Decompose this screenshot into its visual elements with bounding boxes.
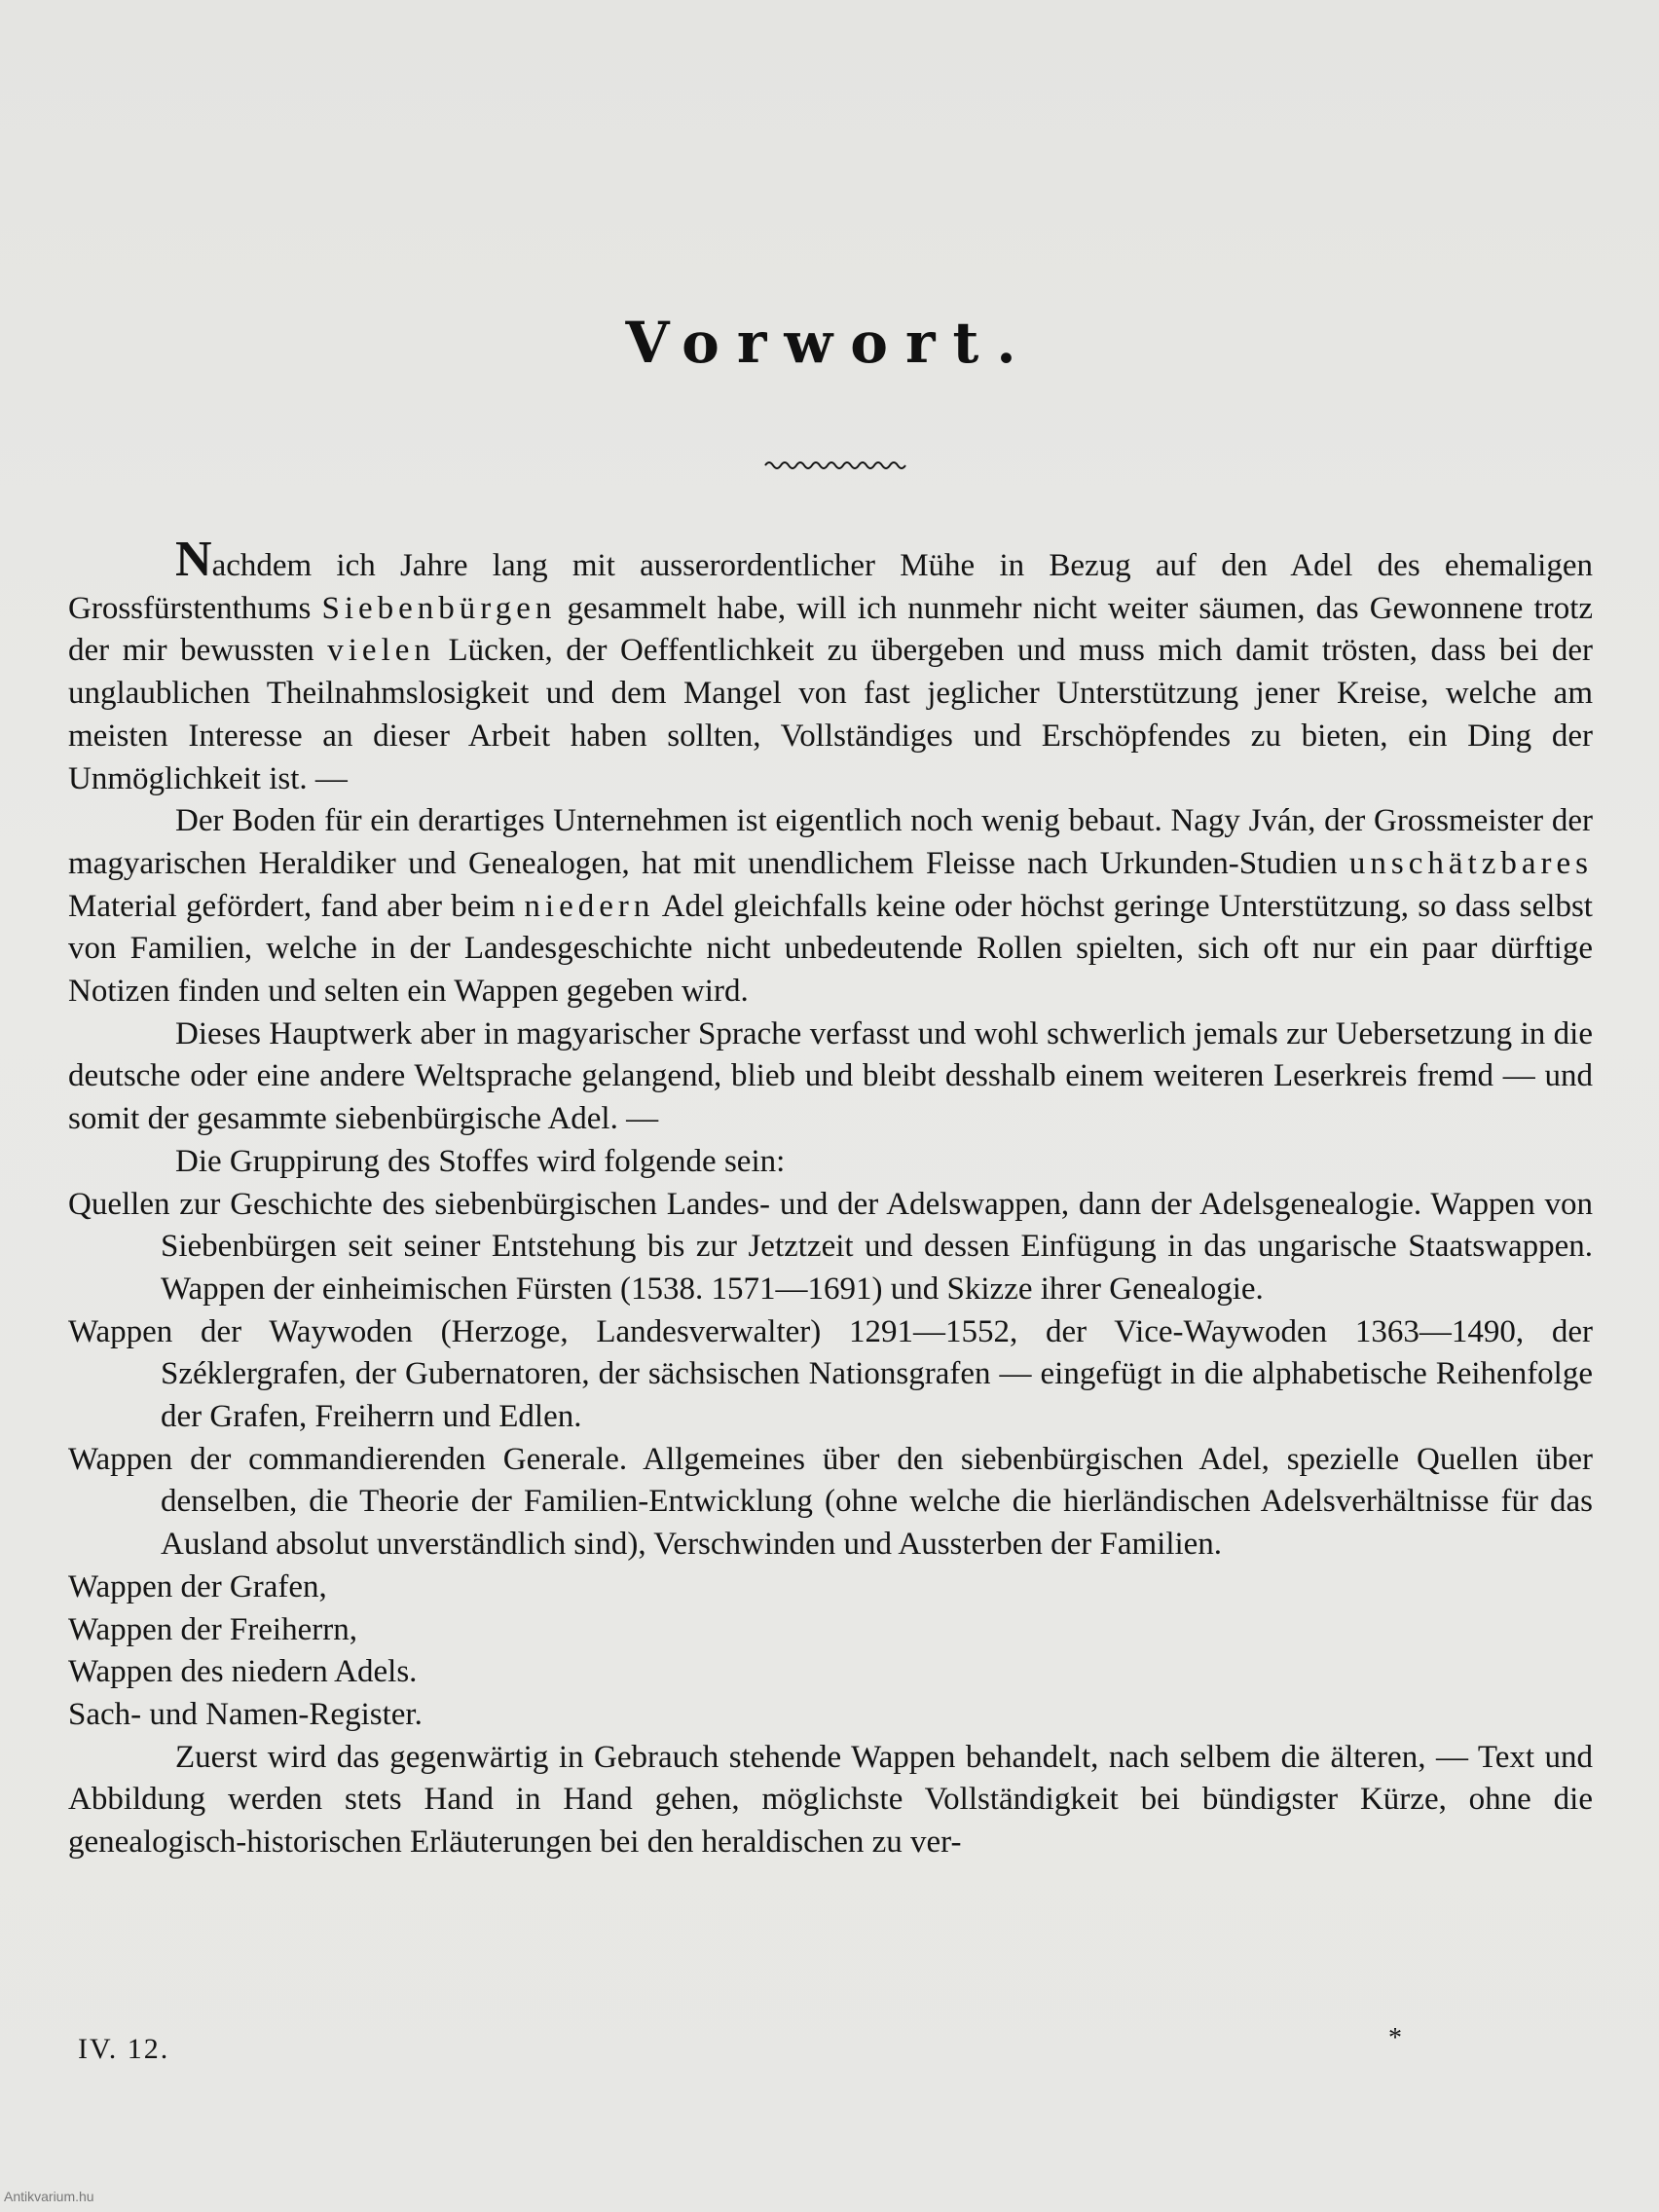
list-item: Wappen der Freiherrn, bbox=[68, 1611, 357, 1647]
wavy-line-ornament-icon bbox=[763, 456, 909, 473]
body-text bbox=[68, 532, 1594, 1864]
spaced-word: unschätzbares bbox=[1348, 845, 1593, 881]
page-title: Vorwort. bbox=[625, 310, 1034, 376]
signature-mark: IV. 12. bbox=[78, 2033, 170, 2065]
watermark: Antikvarium.hu bbox=[4, 2189, 94, 2204]
paragraph-1: Nachdem ich Jahre lang mit ausserordentlicher Mühe in Bezug auf den Adel des ehemaligen Grossfürstenthums Siebenbürgen gesammelt habe, will ich nunmehr nicht weiter säumen, das Gewonnene trotz der mir bewussten vielen Lücken, der Oeffentlichkeit zu übergeben und muss mich damit trösten, dass bei der unglaublichen Theilnahmslosigkeit und dem Mangel von fast jeglicher Unterstützung jener Kreise, welche am meisten Interesse an dieser Arbeit haben sollten, Vollständiges und Erschöpfendes zu bieten, ein Ding der Unmöglichkeit ist. — bbox=[68, 532, 1594, 796]
list-item: Wappen der Waywoden (Herzoge, Landesverwalter) 1291—1552, der Vice-Waywoden 1363—1490, der Széklergrafen, der Gubernatoren, der sächsischen Nationsgrafen — eingefügt in die alphabetische Reihenfolge der Grafen, Freiherrn und Edlen. bbox=[68, 1313, 1593, 1435]
list-item: Sach- und Namen-Register. bbox=[68, 1696, 423, 1732]
list-item: Quellen zur Geschichte des siebenbürgischen Landes- und der Adelswappen, dann der Adelsgenealogie. Wappen von Siebenbürgen seit seiner Entstehung bis zur Jetztzeit und dessen Einfügung in das ungarische Staatswappen. Wappen der einheimischen Fürsten (1538. 1571—1691) und Skizze ihrer Genealogie. bbox=[68, 1186, 1593, 1307]
list-item: Wappen des niedern Adels. bbox=[68, 1654, 418, 1690]
paragraph-2: Der Boden für ein derartiges Unternehmen ist eigentlich noch wenig bebaut. Nagy Jván, der Grossmeister der magyarischen Heraldiker und Genealogen, hat mit unendlichem Fleisse nach Urkunden-Studien unschätzbares Material gefördert, fand aber beim niedern Adel gleichfalls keine oder höchst geringe Unterstützung, so dass selbst von Familien, welche in der Landesgeschichte nicht unbedeutende Rollen spielten, sich oft nur ein paar dürftige Notizen finden und selten ein Wappen gegeben wird. bbox=[68, 803, 1593, 1010]
asterisk-mark: * bbox=[1388, 2023, 1402, 2053]
paragraph-4: Die Gruppirung des Stoffes wird folgende sein: bbox=[175, 1143, 786, 1179]
spaced-word: vielen bbox=[327, 633, 435, 669]
paragraph-3: Dieses Hauptwerk aber in magyarischer Sprache verfasst und wohl schwerlich jemals zur Uebersetzung in die deutsche oder eine andere Weltsprache gelangend, blieb und bleibt desshalb einem weiteren Leserkreis fremd — und somit der gesammte siebenbürgische Adel. — bbox=[68, 1015, 1593, 1137]
spaced-word: Siebenbürgen bbox=[321, 590, 557, 626]
list-item: Wappen der Grafen, bbox=[68, 1568, 327, 1604]
paragraph-5: Zuerst wird das gegenwärtig in Gebrauch stehende Wappen behandelt, nach selbem die älteren, — Text und Abbildung werden stets Hand in Hand gehen, möglichste Vollständigkeit bei bündigster Kürze, ohne die genealogisch-historischen Erläuterungen bei den heraldischen zu ver- bbox=[68, 1739, 1593, 1861]
spaced-word: niedern bbox=[524, 888, 655, 924]
drop-cap: N bbox=[175, 532, 212, 587]
list-item: Wappen der commandierenden Generale. Allgemeines über den siebenbürgischen Adel, spezielle Quellen über denselben, die Theorie der Familien-Entwicklung (ohne welche die hierländischen Adelsverhältnisse für das Ausland absolut unverständlich sind), Verschwinden und Aussterben der Familien. bbox=[68, 1441, 1593, 1563]
